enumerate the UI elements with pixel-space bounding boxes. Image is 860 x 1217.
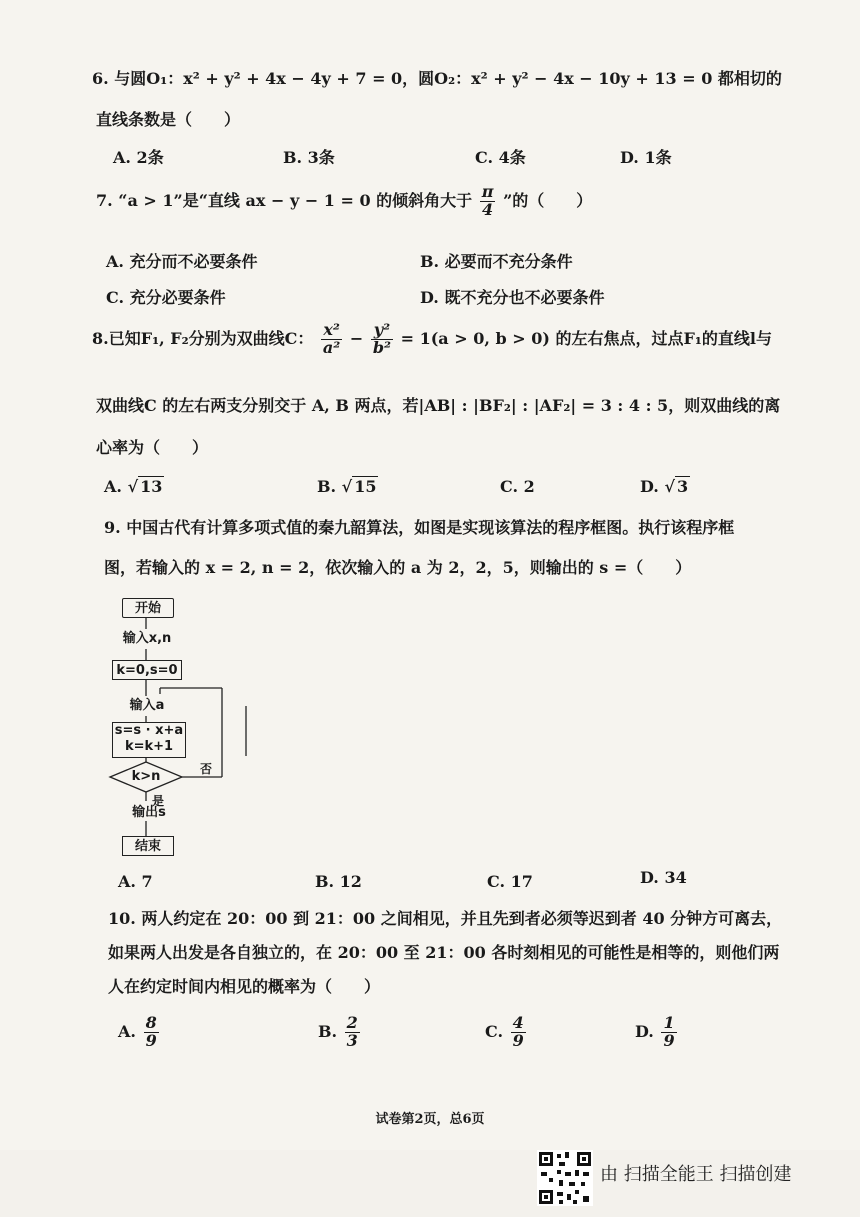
q10-c-num: 4 bbox=[512, 1013, 524, 1032]
q7-fraction bbox=[480, 184, 496, 219]
q7-frac-den: 4 bbox=[482, 199, 494, 219]
q8-frac2-num: y² bbox=[371, 322, 393, 340]
q8-stem bbox=[92, 322, 772, 357]
qr-code-icon bbox=[537, 1150, 593, 1206]
q7-stem bbox=[96, 184, 592, 219]
q8-option-a-rad: 13 bbox=[140, 477, 163, 496]
scanner-watermark: 由 扫描全能王 扫描创建 bbox=[600, 1164, 792, 1185]
q10-option-a-frac bbox=[144, 1015, 159, 1050]
q8-frac2-den: b² bbox=[372, 337, 392, 357]
q8-option-d-rad: 3 bbox=[676, 477, 689, 496]
sqrt-symbol: √ 3 bbox=[664, 477, 689, 496]
q9-line2: 图，若输入的 x = 2, n = 2，依次输入的 a 为 2，2，5，则输出的 s =（ ） bbox=[104, 558, 692, 577]
q8-frac1-num: x² bbox=[321, 322, 342, 340]
q6-option-d: D. 1条 bbox=[620, 148, 672, 167]
q10-a-den: 9 bbox=[145, 1030, 157, 1050]
q10-line3: 人在约定时间内相见的概率为（ ） bbox=[108, 977, 381, 996]
q8-option-c: C. 2 bbox=[500, 477, 535, 496]
flow-condition bbox=[126, 767, 166, 787]
flow-input-xn: 输入x,n bbox=[114, 629, 180, 649]
q8-option-a bbox=[104, 477, 164, 496]
q8-suffix: = 1(a > 0, b > 0) 的左右焦点，过点F₁的直线l与 bbox=[400, 328, 772, 348]
q8-fraction-y bbox=[371, 322, 393, 357]
q8-option-b-rad: 15 bbox=[354, 477, 377, 496]
q8-option-d-label: D. bbox=[640, 477, 659, 496]
q9-option-a: A. 7 bbox=[118, 872, 153, 891]
flow-no-label: 否 bbox=[200, 762, 213, 776]
flow-end: 结束 bbox=[122, 836, 174, 856]
q9-option-d: D. 34 bbox=[640, 868, 687, 887]
q7-frac-num: π bbox=[481, 182, 494, 201]
q8-option-d bbox=[640, 477, 690, 496]
sqrt-symbol: √ 15 bbox=[341, 477, 377, 496]
q10-option-b bbox=[318, 1015, 362, 1050]
q10-a-num: 8 bbox=[145, 1013, 157, 1032]
q8-minus: − bbox=[349, 328, 364, 348]
flow-input-a: 输入a bbox=[116, 696, 178, 716]
q7-suffix: ”的（ ） bbox=[503, 190, 593, 210]
q6-option-a: A. 2条 bbox=[113, 148, 164, 167]
q9-option-b: B. 12 bbox=[315, 872, 362, 891]
q7-prefix: 7. “a > 1”是“直线 ax − y − 1 = 0 的倾斜角大于 bbox=[96, 190, 473, 210]
q8-option-b bbox=[317, 477, 378, 496]
q6-option-c: C. 4条 bbox=[475, 148, 526, 167]
flow-init: k=0,s=0 bbox=[112, 660, 182, 680]
q10-option-c-label: C. bbox=[485, 1021, 504, 1041]
flow-yes-label: 是 bbox=[152, 794, 165, 808]
sqrt-symbol: √ 13 bbox=[127, 477, 163, 496]
q10-option-c-frac bbox=[511, 1015, 526, 1050]
q10-line1: 10. 两人约定在 20：00 到 21：00 之间相见，并且先到者必须等迟到者 40 分钟方可离去， bbox=[108, 909, 783, 928]
q8-fraction-x bbox=[321, 322, 342, 357]
q10-line2: 如果两人出发是各自独立的，在 20：00 至 21：00 各时刻相见的可能性是相等的，则他们两 bbox=[108, 943, 780, 962]
q10-option-a-label: A. bbox=[118, 1021, 136, 1041]
q10-d-den: 9 bbox=[663, 1030, 675, 1050]
q8-option-a-label: A. bbox=[104, 477, 122, 496]
q6-line2: 直线条数是（ ） bbox=[96, 110, 241, 129]
q9-line1: 9. 中国古代有计算多项式值的秦九韶算法，如图是实现该算法的程序框图。执行该程序框 bbox=[104, 518, 735, 537]
flow-update-k: k=k+1 bbox=[124, 739, 174, 754]
q10-option-b-label: B. bbox=[318, 1021, 338, 1041]
q8-line2: 双曲线C 的左右两支分别交于 A, B 两点，若|AB| : |BF₂| : |AF₂| = 3 : 4 : 5，则双曲线的离 bbox=[96, 396, 781, 415]
q7-option-a: A. 充分而不必要条件 bbox=[106, 252, 258, 271]
q9-option-c: C. 17 bbox=[487, 872, 533, 891]
page-footer: 试卷第2页，总6页 bbox=[375, 1112, 485, 1127]
q10-b-den: 3 bbox=[346, 1030, 358, 1050]
flow-update bbox=[112, 722, 186, 758]
flow-update-s: s=s · x+a bbox=[114, 723, 184, 738]
q10-option-a bbox=[118, 1015, 161, 1050]
q8-line3: 心率为（ ） bbox=[96, 438, 209, 457]
q10-option-d bbox=[635, 1015, 679, 1050]
q10-option-b-frac bbox=[345, 1015, 360, 1050]
q10-option-c bbox=[485, 1015, 528, 1050]
q10-c-den: 9 bbox=[512, 1030, 524, 1050]
q7-option-c: C. 充分必要条件 bbox=[106, 288, 226, 307]
q8-option-b-label: B. bbox=[317, 477, 337, 496]
q7-option-d: D. 既不充分也不必要条件 bbox=[420, 288, 605, 307]
q10-option-d-label: D. bbox=[635, 1021, 654, 1041]
flow-condition-text: k>n bbox=[131, 769, 161, 784]
q6-line1: 6. 与圆O₁：x² + y² + 4x − 4y + 7 = 0，圆O₂：x² + y² − 4x − 10y + 13 = 0 都相切的 bbox=[92, 69, 782, 88]
q6-option-b: B. 3条 bbox=[283, 148, 335, 167]
q8-frac1-den: a² bbox=[322, 337, 341, 357]
flowchart bbox=[100, 596, 260, 866]
q8-prefix: 8.已知F₁, F₂分别为双曲线C： bbox=[92, 328, 314, 348]
flow-output: 输出s bbox=[118, 803, 180, 823]
q7-option-b: B. 必要而不充分条件 bbox=[420, 252, 573, 271]
q10-option-d-frac bbox=[661, 1015, 676, 1050]
q10-d-num: 1 bbox=[663, 1013, 675, 1032]
q10-b-num: 2 bbox=[346, 1013, 358, 1032]
flow-start: 开始 bbox=[122, 598, 174, 618]
